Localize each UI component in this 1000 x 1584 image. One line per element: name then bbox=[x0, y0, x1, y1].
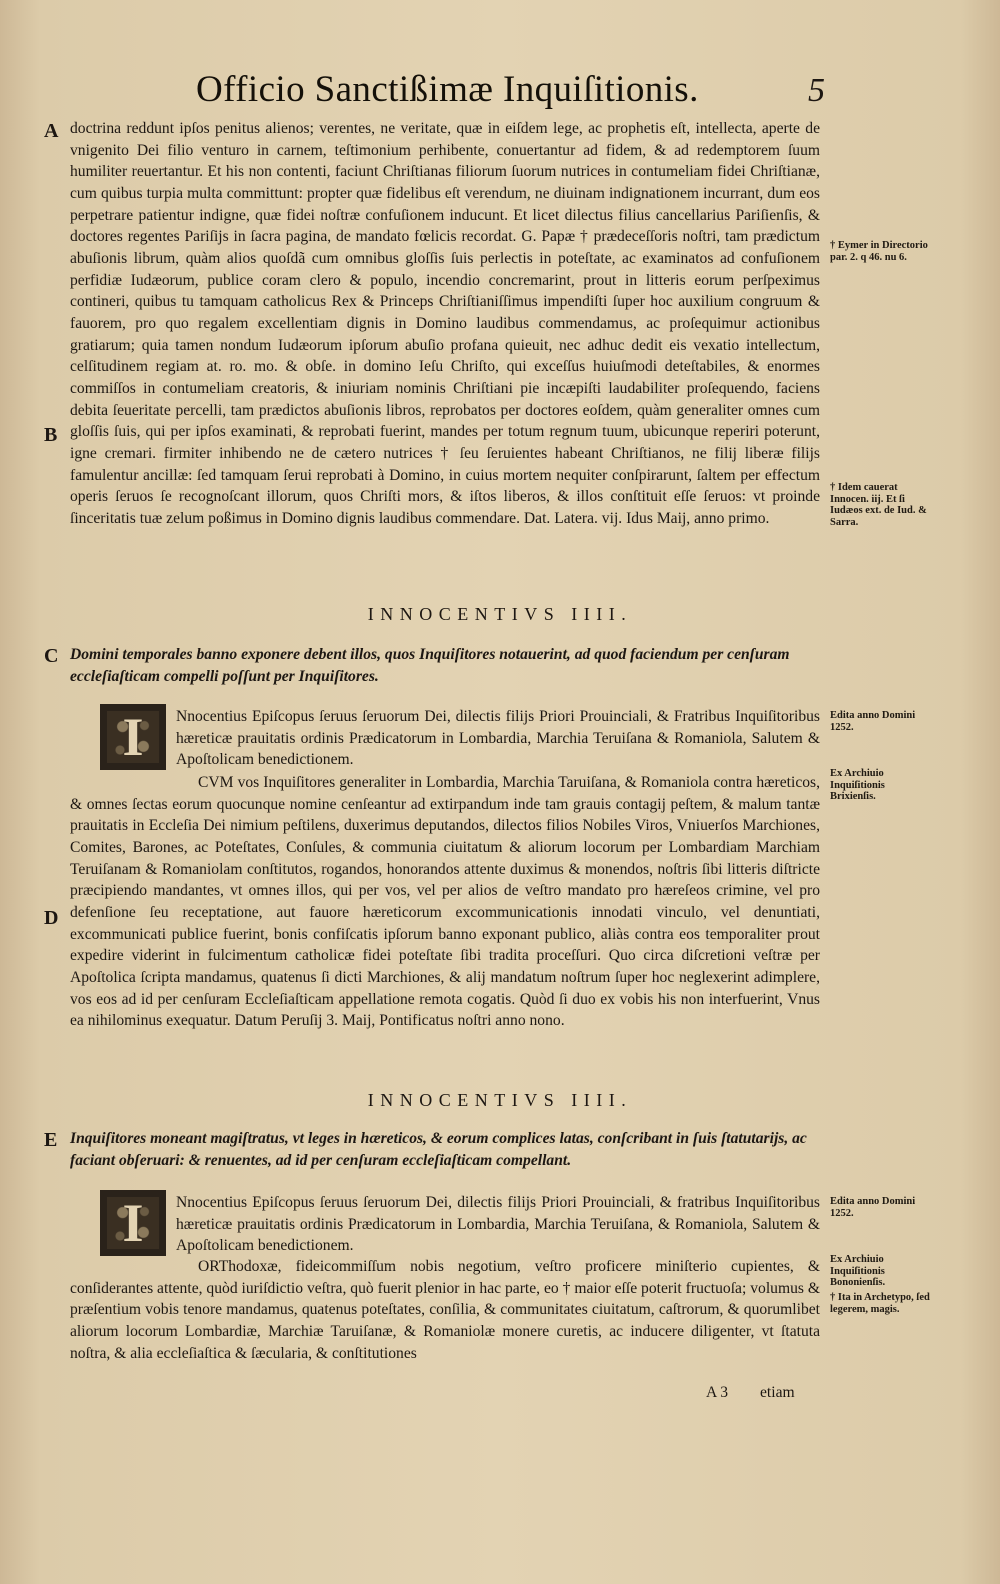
section-marker-c: C bbox=[44, 645, 59, 667]
section-summary: Inquiſitores moneant magiſtratus, vt leges in hæreticos, & eorum complices latas, conſcribant in ſuis ſtatutarijs, ac faciant obſeruari: & renuentes, ad id per cenſuram eccleſiaſticam compellant. bbox=[70, 1130, 807, 1169]
decree-text: CVM vos Inquiſitores generaliter in Lombardia, Marchia Taruiſana, & Romaniola contra hæreticos, & omnes ſectas eorum quocunque nomine cenſeantur ad extirpandum inde tam grauis contagij peſtem, & malum tantæ prauitatis in Eccleſia Dei nimium peſtilens, duxerimus deputandos, dilectos filios Nobiles Viros, Vniuerſos Marchiones, Comites, Barones, ac Poteſtates, Conſules, & communia ciuitatum & aliorum locorum per Lombardiam Marchiam Teruiſanam & Romaniolam conſtitutos, rogandos, honorandos attente duximus & monendos, noſtris ſibi litteris diſtricte præcipiendo mandantes, vt omnes illos, qui per vos, vel per alios de veſtro mandato pro hæreſeos crimine, vel pro defenſione ſeu receptatione, aut fauore hæreticorum excommunicationis innodati vinculo, vel denuntiati, excommunicati publice fuerint, bonis confiſcatis ipſorum banno exponant publico, aliàs contra eos temporaliter prout expedire viderint in fulcimentum catholicæ fidei poteſtate ſibi tradita proceſſuri. Quo circa diſcretioni veſtræ per Apoſtolica ſcripta mandamus, quatenus ſi dicti Marchiones, & alij mandatum noſtrum ſuper hoc neglexerint adimplere, vos eos ad id per cenſuram Eccleſiaſticam appellatione remota cogatis. Quòd ſi duo ex vobis his non interfuerint, Vnus ea nihilominus exequatur. Datum Peruſij 3. Maij, Pontificatus noſtri anno nono. bbox=[70, 774, 820, 1030]
margin-note: † Idem cauerat Innocen. iij. Et ſi Iudæos ext. de Iud. & Sarra. bbox=[830, 482, 927, 528]
margin-note: † Eymer in Directorio par. 2. q 46. nu 6. bbox=[830, 240, 928, 263]
section-heading: INNOCENTIVS IIII. bbox=[367, 604, 633, 624]
decorated-initial bbox=[100, 704, 166, 770]
decree-text: ORThodoxæ, fideicommiſſum nobis negotium, veſtro proficere miniſterio cupientes, & conſiderantes attente, quòd iuriſdictio veſtra, quò fuerit plenior in hac parte, eo † maior eſſe poterit fructuoſa; volumus & præſentium vobis tenore mandamus, quatenus poteſtates, conſilia, & communitates ciuitatum, caſtrorum, & quorumlibet aliorum locorum Lombardiæ, Marchiæ Taruiſanæ, & Romaniolæ monere curetis, ac inducere diligenter, vt ſtatuta noſtra, & alia eccleſiaſtica & ſæcularia, & conſtitutiones bbox=[70, 1258, 820, 1362]
section-summary: Domini temporales banno exponere debent illos, quos Inquiſitores notauerint, ad quod faciendum per cenſuram eccleſiaſticam compelli poſſunt per Inquiſitores. bbox=[70, 646, 790, 685]
section-marker-d: D bbox=[44, 907, 59, 929]
salutation-text: Nnocentius Epiſcopus ſeruus ſeruorum Dei, dilectis filijs Priori Prouinciali, & Fratribus Inquiſitoribus hæreticæ prauitatis ordinis Prædicatorum in Lombardia, Marchia Teruiſana & Romaniola, Salutem & Apoſtolicam benedictionem. bbox=[176, 708, 820, 769]
section-marker-b: B bbox=[44, 424, 58, 446]
running-title: Officio Sanctißimæ Inquiſitionis. bbox=[196, 69, 699, 110]
margin-note: Edita anno Domini 1252. bbox=[830, 1196, 916, 1219]
letter-continuation bbox=[70, 118, 820, 529]
section-marker-a: A bbox=[44, 120, 59, 142]
margin-note: † Ita in Archetypo, ſed legerem, magis. bbox=[830, 1292, 930, 1315]
section-heading: INNOCENTIVS IIII. bbox=[367, 1090, 633, 1110]
section-marker-e: E bbox=[44, 1129, 58, 1151]
page-number: 5 bbox=[808, 72, 825, 109]
page-header bbox=[0, 62, 1000, 122]
salutation-text: Nnocentius Epiſcopus ſeruus ſeruorum Dei, dilectis filijs Priori Prouinciali, & fratribus Inquiſitoribus hæreticæ prauitatis ordinis Prædicatorum in Lombardia, Marchia Teruiſana, & Romaniola, Salutem & Apoſtolicam benedictionem. bbox=[176, 1194, 820, 1255]
margin-note: Ex Archiuio Inquiſitionis Bononienſis. bbox=[830, 1254, 886, 1288]
signature-mark: A 3 bbox=[706, 1384, 729, 1401]
margin-note: Edita anno Domini 1252. bbox=[830, 710, 916, 733]
letter-text: doctrina reddunt ipſos penitus alienos; verentes, ne veritate, quæ in eiſdem lege, ac prophetis eſt, intellecta, aperte de vnigenito Dei filio venturo in carnem, teſtimonium perhibente, conuertantur ad fidem, & ad redemptorem ſuum humiliter reuertantur. Et his non contenti, faciunt Chriſtianas filiorum ſuorum nutrices in contumeliam fidei Chriſtianæ, cum quibus turpia multa committunt: propter quæ fidelibus eſt verendum, ne diuinam indignationem incurrant, dum eos perpetrare patientur indigne, quæ fidei noſtræ confuſionem inducunt. Et licet dilectus filius cancellarius Pariſienſis, & doctores regentes Pariſijs in ſacra pagina, de mandato fœlicis recordat. G. Papæ † prædeceſſoris noſtri, tam prædictum abuſionis librum, quàm alios quoſdã cum omnibus gloſſis ſuis perlectis in poteſtate, ac examinatos ad confuſionem perfidiæ Iudæorum, publice coram clero & populo, incendio concremarint, prout in litteris eorum perſpeximus contineri, quibus tu tamquam catholicus Rex & Princeps Chriſtianiſſimus impendiſti ſuper hoc auxilium congruum & fauorem, pro quo regalem excellentiam dignis in Domino laudibus commendamus, ac proſequimur actionibus gratiarum; quia tamen nondum Iudæorum ipſorum abuſio profana quieuit, nec adhuc dedit eis vexatio intellectum, celſitudinem regiam at. ro. mo. & obſe. in domino Ieſu Chriſto, qui exceſſus huiuſmodi deteſtabiles, & enormes commiſſos in contumeliam creatoris, & iniuriam nominis Chriſtiani pie incæpiſti laudabiliter proſequendo, faciens debita ſeueritate percelli, tam prædictos abuſionis libros, reprobatos per doctores eoſdem, quàm generaliter omnes cum gloſſis ſuis, qui per ipſos examinati, & reprobati fuerint, mandes per totum regnum tuum, ubicunque reperiri poterunt, igne cremari. firmiter inhibendo ne de cætero nutrices † ſeu ſeruientes habeant Chriſtianos, ne filij liberæ filijs famulentur ancillæ: ſed tamquam ſerui reprobati à Domino, in cuius mortem nequiter conſpirarunt, ſaltem per effectum operis ſeruos ſe recognoſcant illorum, quos Chriſti mors, & iſtos liberos, & illos conſtituit eſſe ſeruos: vt proinde ſinceritatis tuæ zelum poßimus in Domino dignis laudibus commendare. Dat. Latera. vij. Idus Maij, anno primo. bbox=[70, 120, 820, 527]
margin-note: Ex Archiuio Inquiſitionis Brixienſis. bbox=[830, 768, 885, 802]
catchword: etiam bbox=[760, 1384, 795, 1401]
decorated-initial bbox=[100, 1190, 166, 1256]
initial-letter: I bbox=[122, 707, 144, 767]
initial-letter: I bbox=[122, 1193, 144, 1253]
